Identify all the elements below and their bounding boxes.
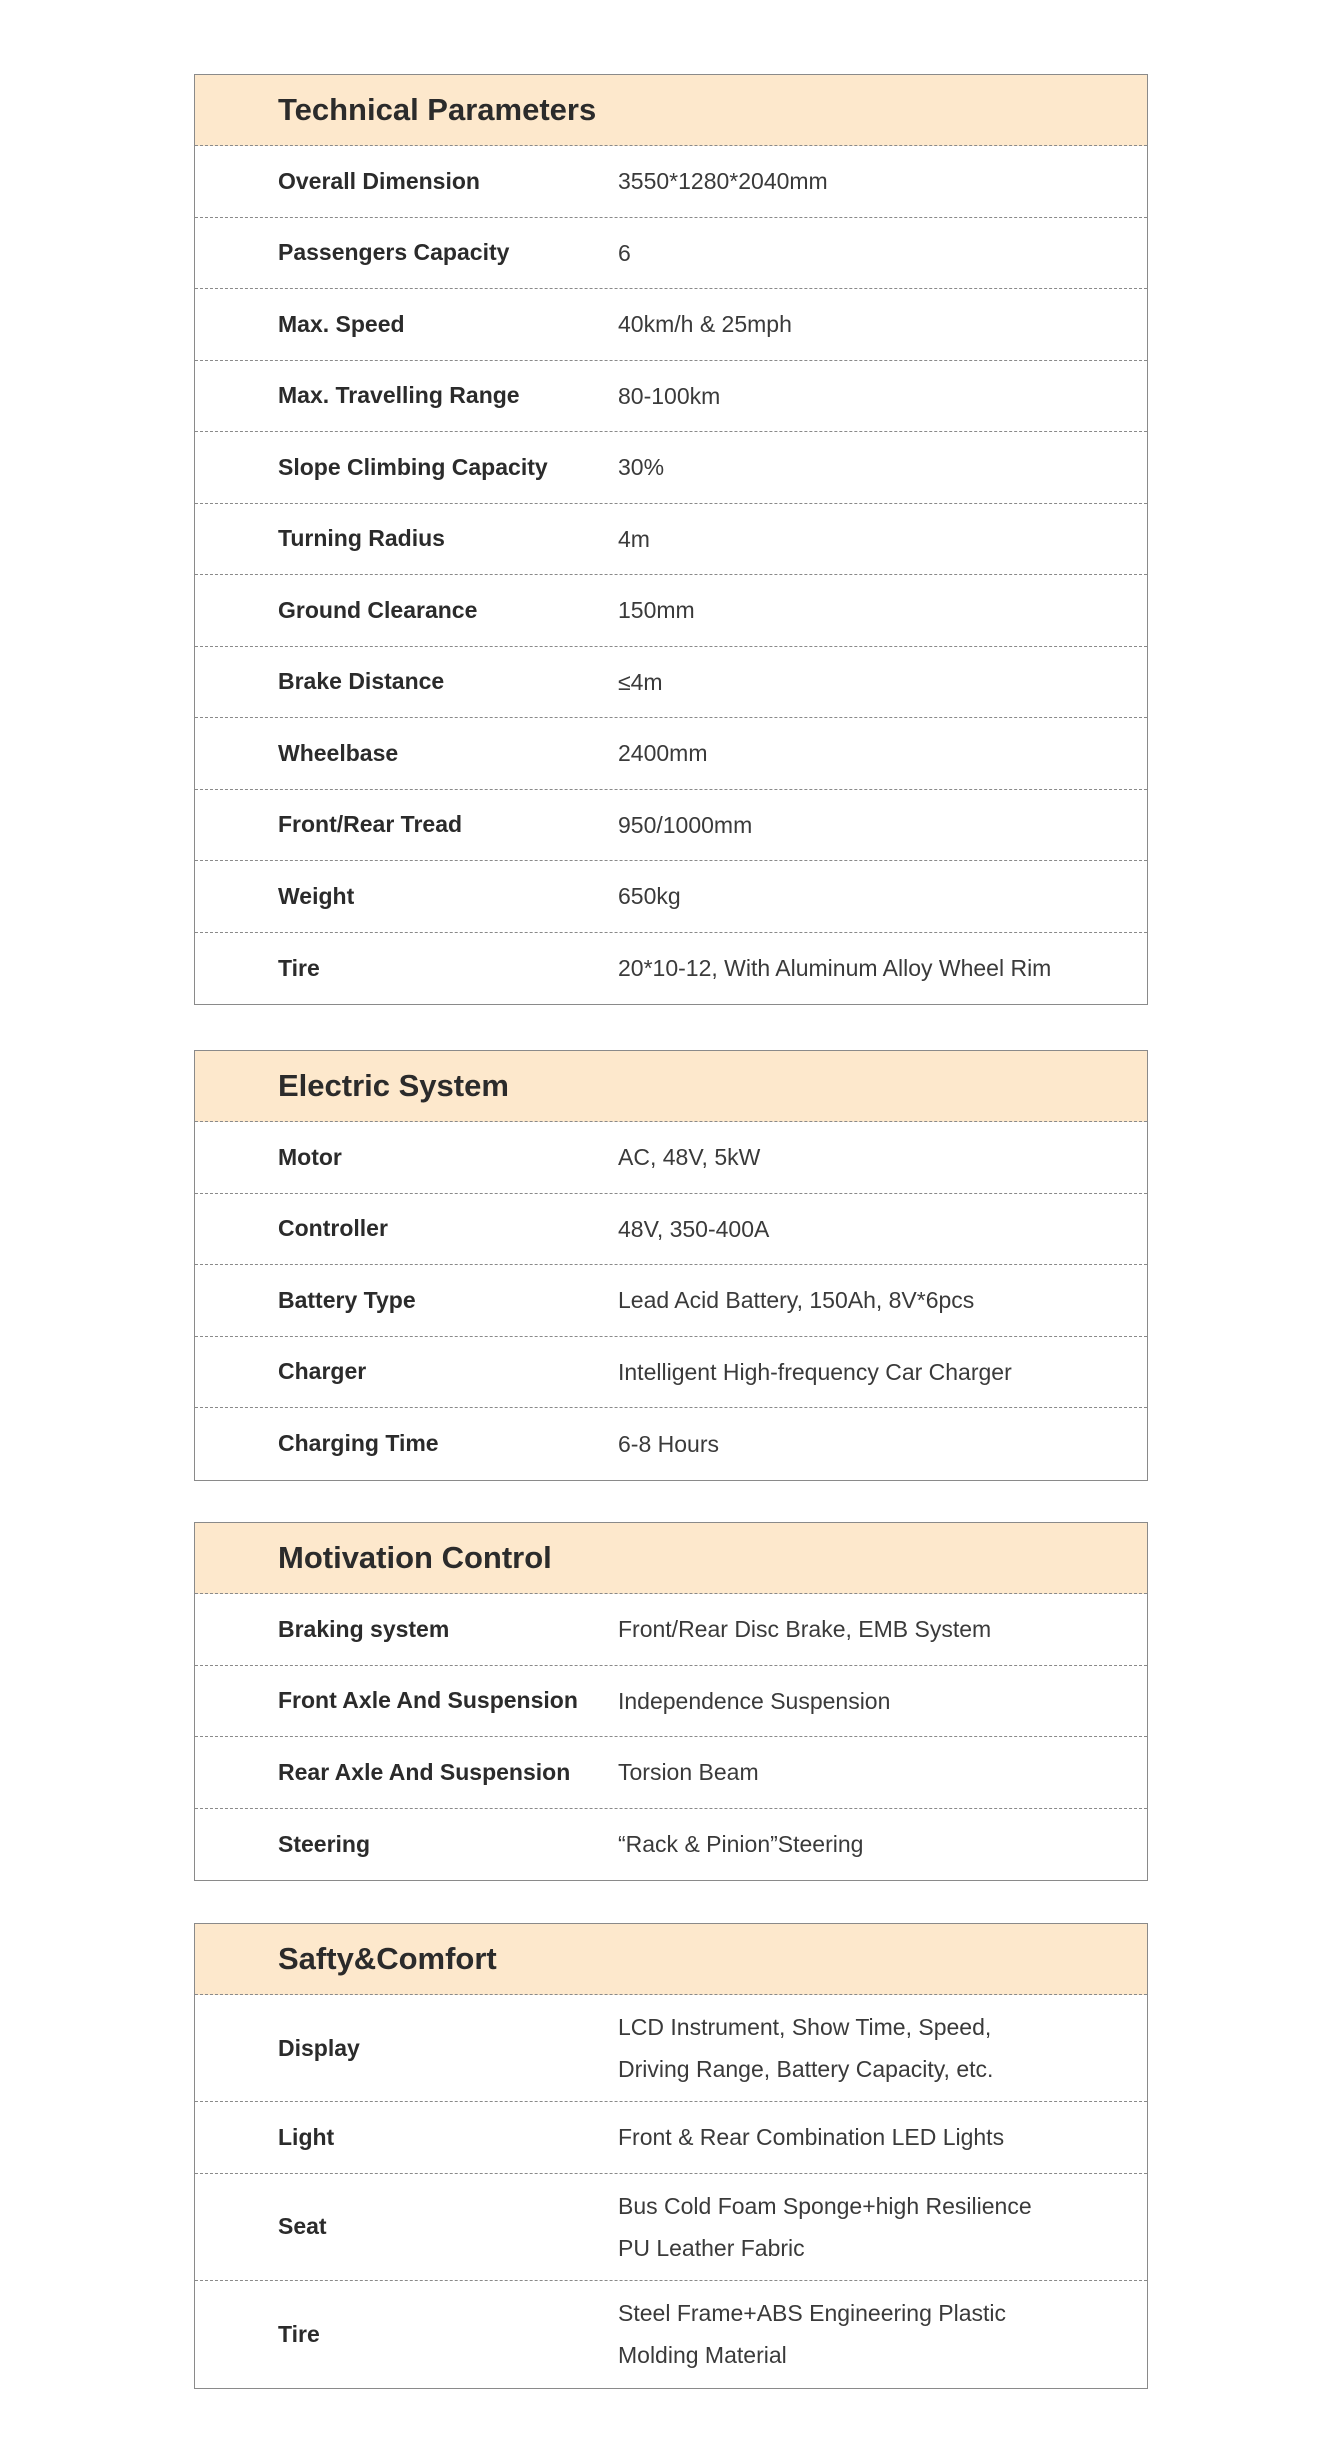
row-value: ≤4m [618, 668, 663, 695]
table-row [195, 1594, 1147, 1666]
table-row [195, 718, 1147, 790]
row-label: Wheelbase [278, 739, 399, 766]
row-label: Braking system [278, 1615, 450, 1642]
row-label: Seat [278, 2213, 327, 2239]
row-value: 650kg [618, 883, 681, 910]
row-label: Slope Climbing Capacity [278, 453, 548, 480]
section-header [195, 1523, 1147, 1594]
table-row [195, 790, 1147, 862]
row-value: Intelligent High-frequency Car Charger [618, 1358, 1012, 1385]
table-row [195, 1995, 1147, 2102]
row-label: Charging Time [278, 1430, 439, 1457]
row-label: Overall Dimension [278, 167, 480, 194]
row-value: 30% [618, 454, 665, 481]
row-value: 150mm [618, 597, 695, 624]
row-value: Lead Acid Battery, 150Ah, 8V*6pcs [618, 1287, 975, 1314]
section-header [195, 1051, 1147, 1122]
row-value: 3550*1280*2040mm [618, 168, 828, 195]
table-row [195, 1809, 1147, 1881]
row-value: 950/1000mm [618, 811, 753, 838]
table-row [195, 647, 1147, 719]
row-value: Independence Suspension [618, 1687, 891, 1714]
table-row [195, 1408, 1147, 1480]
section-header [195, 75, 1147, 146]
section-title: Motivation Control [278, 1540, 552, 1575]
row-value: Torsion Beam [618, 1759, 759, 1786]
table-row [195, 218, 1147, 290]
section-technical-parameters [194, 74, 1148, 1005]
table-row [195, 2174, 1147, 2281]
row-label: Battery Type [278, 1286, 416, 1313]
row-label: Front/Rear Tread [278, 811, 463, 838]
table-row [195, 861, 1147, 933]
row-label: Ground Clearance [278, 596, 478, 623]
row-label: Brake Distance [278, 668, 445, 695]
table-row [195, 1194, 1147, 1266]
row-label: Turning Radius [278, 525, 445, 552]
table-row [195, 1666, 1147, 1738]
table-row [195, 2281, 1147, 2388]
table-row [195, 575, 1147, 647]
table-row [195, 1337, 1147, 1409]
table-row [195, 933, 1147, 1005]
row-label: Tire [278, 954, 320, 981]
table-row [195, 146, 1147, 218]
section-title: Safty&Comfort [278, 1941, 497, 1976]
row-value: Bus Cold Foam Sponge+high Resilience PU Leather Fabric [618, 2192, 1032, 2261]
table-row [195, 1737, 1147, 1809]
row-value: 48V, 350-400A [618, 1215, 770, 1242]
row-value: 4m [618, 525, 650, 552]
row-label: Steering [278, 1830, 371, 1857]
row-value: AC, 48V, 5kW [618, 1144, 761, 1171]
row-value: LCD Instrument, Show Time, Speed, Driving Range, Battery Capacity, etc. [618, 2014, 994, 2082]
row-value: “Rack & Pinion”Steering [618, 1831, 864, 1858]
row-value: 6 [618, 239, 631, 266]
row-value: 2400mm [618, 740, 708, 767]
table-row [195, 432, 1147, 504]
table-row [195, 1265, 1147, 1337]
section-motivation-control [194, 1522, 1148, 1881]
section-title: Technical Parameters [278, 92, 597, 127]
row-value: 20*10-12, With Aluminum Alloy Wheel Rim [618, 955, 1052, 982]
section-safety-comfort [194, 1923, 1148, 2389]
table-row [195, 1122, 1147, 1194]
row-value: Front & Rear Combination LED Lights [618, 2124, 1005, 2151]
row-value: Steel Frame+ABS Engineering Plastic Molding Material [618, 2300, 1007, 2368]
row-value: 40km/h & 25mph [618, 311, 792, 338]
row-value: 6-8 Hours [618, 1430, 719, 1457]
table-row [195, 2102, 1147, 2174]
row-label: Max. Travelling Range [278, 382, 520, 409]
row-label: Tire [278, 2320, 320, 2347]
row-label: Charger [278, 1358, 367, 1385]
row-value: Front/Rear Disc Brake, EMB System [618, 1616, 992, 1643]
row-label: Display [278, 2034, 360, 2061]
section-header [195, 1924, 1147, 1995]
row-label: Rear Axle And Suspension [278, 1758, 571, 1785]
table-row [195, 361, 1147, 433]
table-row [195, 289, 1147, 361]
row-label: Weight [278, 882, 355, 909]
row-label: Controller [278, 1215, 388, 1242]
row-label: Front Axle And Suspension [278, 1687, 578, 1714]
row-label: Light [278, 2123, 335, 2150]
row-label: Passengers Capacity [278, 239, 510, 266]
row-value: 80-100km [618, 382, 721, 409]
section-electric-system [194, 1050, 1148, 1481]
row-label: Max. Speed [278, 310, 405, 337]
row-label: Motor [278, 1143, 342, 1170]
table-row [195, 504, 1147, 576]
section-title: Electric System [278, 1068, 509, 1103]
